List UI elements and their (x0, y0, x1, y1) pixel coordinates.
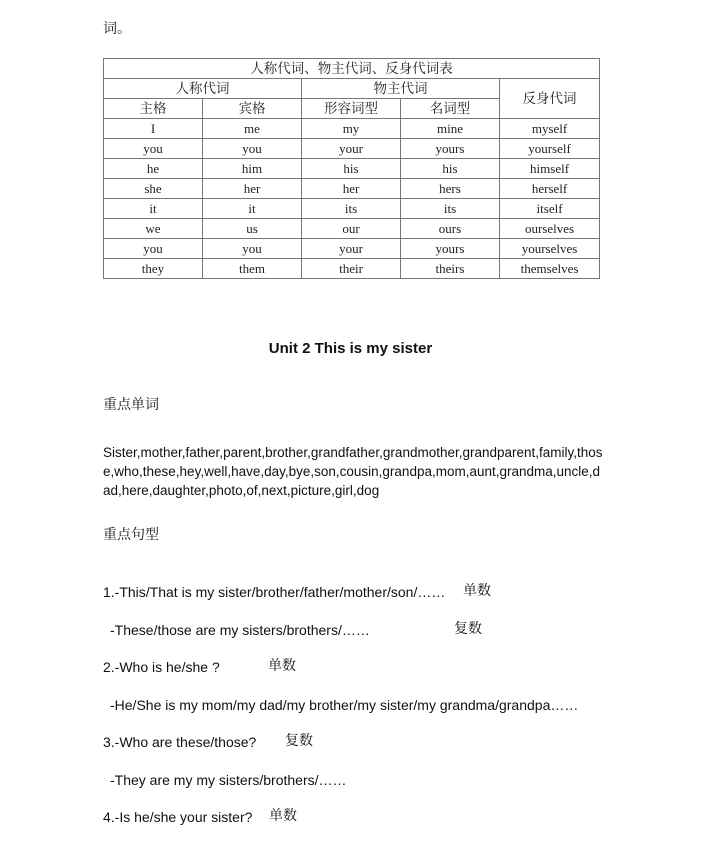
sentence-3-answer: -They are my my sisters/brothers/…… (110, 772, 347, 788)
sentence-4: 4.-Is he/she your sister? (103, 809, 253, 825)
table-cell: they (104, 259, 203, 279)
table-cell: she (104, 179, 203, 199)
header-adjective-form: 形容词型 (302, 99, 401, 119)
sentence-4-tag: 单数 (269, 809, 297, 824)
table-row (104, 139, 600, 159)
header-reflexive-pronouns: 反身代词 (500, 79, 600, 119)
table-cell: you (203, 139, 302, 159)
table-cell: you (104, 139, 203, 159)
table-cell: we (104, 219, 203, 239)
table-row (104, 259, 600, 279)
table-row (104, 239, 600, 259)
table-cell: ourselves (500, 219, 600, 239)
table-cell: yours (401, 139, 500, 159)
table-row (104, 199, 600, 219)
table-cell: our (302, 219, 401, 239)
table-cell: his (401, 159, 500, 179)
table-cell: their (302, 259, 401, 279)
table-cell: her (302, 179, 401, 199)
top-fragment-text: 词。 (103, 22, 131, 37)
table-cell: itself (500, 199, 600, 219)
table-cell: me (203, 119, 302, 139)
header-personal-pronouns: 人称代词 (104, 79, 302, 99)
header-noun-form: 名词型 (401, 99, 500, 119)
sentence-1-tag: 单数 (463, 584, 491, 599)
sentence-2-answer: -He/She is my mom/my dad/my brother/my sister/my grandma/grandpa…… (110, 697, 579, 713)
sentence-2-tag: 单数 (268, 659, 296, 674)
table-cell: you (203, 239, 302, 259)
table-cell: theirs (401, 259, 500, 279)
table-cell: its (302, 199, 401, 219)
sentence-1: 1.-This/That is my sister/brother/father/mother/son/…… (103, 584, 446, 600)
table-cell: him (203, 159, 302, 179)
table-cell: himself (500, 159, 600, 179)
table-cell: myself (500, 119, 600, 139)
table-cell: his (302, 159, 401, 179)
table-cell: you (104, 239, 203, 259)
table-cell: your (302, 139, 401, 159)
table-cell: her (203, 179, 302, 199)
table-cell: my (302, 119, 401, 139)
header-objective: 宾格 (203, 99, 302, 119)
table-cell: them (203, 259, 302, 279)
table-cell: mine (401, 119, 500, 139)
table-cell: its (401, 199, 500, 219)
sentence-3-tag: 复数 (285, 734, 313, 749)
unit-title: Unit 2 This is my sister (268, 340, 433, 357)
table-row (104, 219, 600, 239)
table-row (104, 179, 600, 199)
table-cell: hers (401, 179, 500, 199)
table-title-row (104, 59, 600, 79)
table-row (104, 159, 600, 179)
sentence-2: 2.-Who is he/she ? (103, 659, 220, 675)
table-cell: your (302, 239, 401, 259)
key-sentences-heading: 重点句型 (103, 528, 159, 543)
table-cell: yourselves (500, 239, 600, 259)
header-subjective: 主格 (104, 99, 203, 119)
sentence-3: 3.-Who are these/those? (103, 734, 257, 750)
table-cell: it (203, 199, 302, 219)
header-possessive-pronouns: 物主代词 (302, 79, 500, 99)
table-cell: herself (500, 179, 600, 199)
table-cell: ours (401, 219, 500, 239)
table-row (104, 119, 600, 139)
table-cell: it (104, 199, 203, 219)
pronoun-table (103, 58, 600, 279)
table-title: 人称代词、物主代词、反身代词表 (104, 59, 600, 79)
table-cell: I (104, 119, 203, 139)
key-words-paragraph: Sister,mother,father,parent,brother,grandfather,grandmother,grandparent,family,those,who,these,hey,well,have,day,bye,son,cousin,grandpa,mom,aunt,grandma,uncle,dad,here,daughter,photo,of,next,picture,girl,dog (103, 445, 603, 498)
table-cell: yourself (500, 139, 600, 159)
sentence-1-answer: -These/those are my sisters/brothers/…… (110, 622, 370, 638)
table-cell: yours (401, 239, 500, 259)
table-cell: us (203, 219, 302, 239)
key-words-heading: 重点单词 (103, 398, 159, 413)
sentence-1-answer-tag: 复数 (454, 622, 482, 637)
table-cell: themselves (500, 259, 600, 279)
table-cell: he (104, 159, 203, 179)
table-group-header-row (104, 79, 600, 99)
